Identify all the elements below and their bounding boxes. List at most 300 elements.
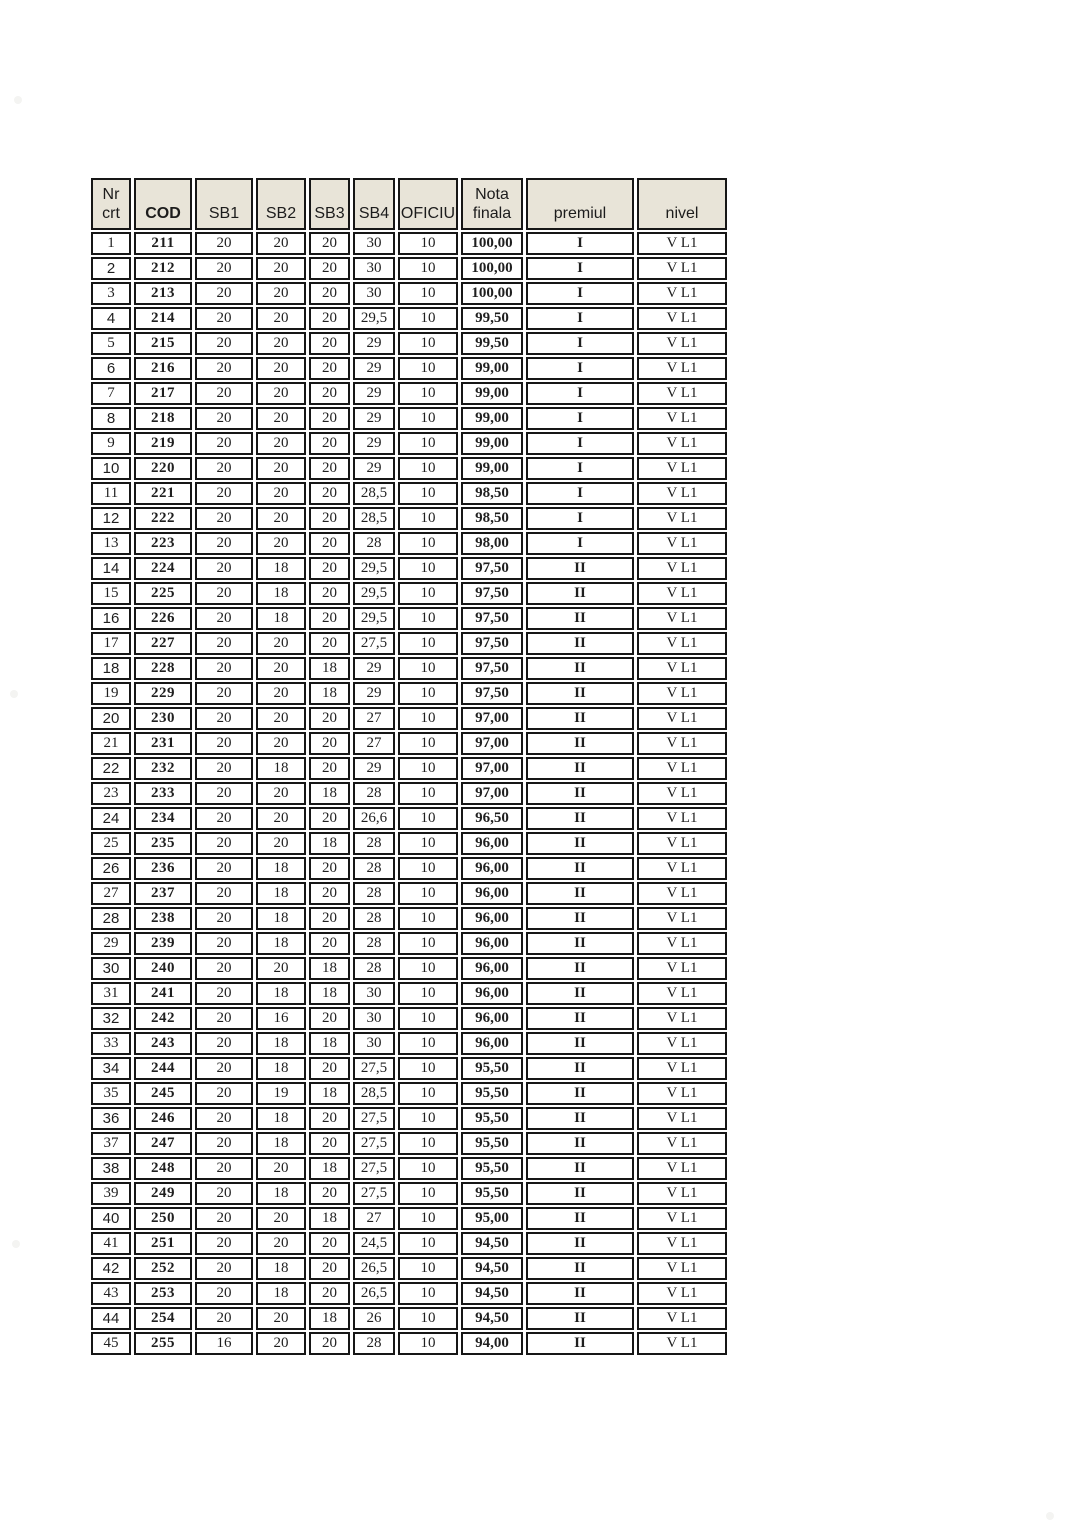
cell-cod: 245 xyxy=(134,1082,192,1105)
cell-nr-crt: 44 xyxy=(91,1307,131,1330)
cell-sb1: 20 xyxy=(195,232,253,255)
cell-sb2: 20 xyxy=(256,832,306,855)
cell-nota-finala: 97,50 xyxy=(461,632,523,655)
cell-sb4: 28 xyxy=(353,907,395,930)
cell-nr-crt: 2 xyxy=(91,257,131,280)
cell-sb1: 20 xyxy=(195,1007,253,1030)
cell-premiul: II xyxy=(526,832,634,855)
cell-premiul: II xyxy=(526,1207,634,1230)
cell-nr-crt: 5 xyxy=(91,332,131,355)
cell-premiul: II xyxy=(526,732,634,755)
cell-sb2: 18 xyxy=(256,1182,306,1205)
cell-nr-crt: 37 xyxy=(91,1132,131,1155)
cell-oficiu: 10 xyxy=(398,1057,458,1080)
cell-sb4: 29,5 xyxy=(353,582,395,605)
table-row xyxy=(91,257,727,280)
cell-nivel: V L1 xyxy=(637,657,727,680)
cell-oficiu: 10 xyxy=(398,307,458,330)
cell-premiul: II xyxy=(526,1082,634,1105)
cell-nr-crt: 33 xyxy=(91,1032,131,1055)
cell-premiul: I xyxy=(526,507,634,530)
cell-nivel: V L1 xyxy=(637,907,727,930)
col-header-sb4: SB4 xyxy=(353,178,395,230)
cell-oficiu: 10 xyxy=(398,407,458,430)
cell-nota-finala: 95,50 xyxy=(461,1107,523,1130)
cell-nr-crt: 34 xyxy=(91,1057,131,1080)
cell-oficiu: 10 xyxy=(398,732,458,755)
cell-nota-finala: 97,50 xyxy=(461,607,523,630)
cell-sb4: 26 xyxy=(353,1307,395,1330)
cell-nr-crt: 27 xyxy=(91,882,131,905)
cell-sb4: 30 xyxy=(353,282,395,305)
cell-sb4: 29 xyxy=(353,357,395,380)
cell-nr-crt: 3 xyxy=(91,282,131,305)
cell-premiul: II xyxy=(526,557,634,580)
cell-sb3: 20 xyxy=(309,907,350,930)
cell-oficiu: 10 xyxy=(398,1332,458,1355)
cell-oficiu: 10 xyxy=(398,657,458,680)
cell-cod: 221 xyxy=(134,482,192,505)
cell-sb1: 20 xyxy=(195,1182,253,1205)
cell-oficiu: 10 xyxy=(398,782,458,805)
cell-nr-crt: 1 xyxy=(91,232,131,255)
cell-oficiu: 10 xyxy=(398,1132,458,1155)
cell-nivel: V L1 xyxy=(637,932,727,955)
cell-sb4: 27,5 xyxy=(353,1132,395,1155)
cell-sb3: 20 xyxy=(309,882,350,905)
cell-sb2: 20 xyxy=(256,382,306,405)
cell-sb4: 24,5 xyxy=(353,1232,395,1255)
cell-sb3: 20 xyxy=(309,507,350,530)
cell-cod: 228 xyxy=(134,657,192,680)
cell-premiul: I xyxy=(526,332,634,355)
cell-premiul: II xyxy=(526,1157,634,1180)
cell-sb4: 29 xyxy=(353,757,395,780)
cell-sb4: 28 xyxy=(353,782,395,805)
cell-oficiu: 10 xyxy=(398,382,458,405)
cell-sb3: 20 xyxy=(309,457,350,480)
cell-oficiu: 10 xyxy=(398,757,458,780)
table-row xyxy=(91,807,727,830)
cell-sb1: 20 xyxy=(195,582,253,605)
cell-sb3: 20 xyxy=(309,607,350,630)
cell-sb1: 20 xyxy=(195,807,253,830)
cell-oficiu: 10 xyxy=(398,257,458,280)
cell-sb2: 18 xyxy=(256,882,306,905)
cell-cod: 254 xyxy=(134,1307,192,1330)
cell-nivel: V L1 xyxy=(637,307,727,330)
cell-sb4: 30 xyxy=(353,232,395,255)
cell-nota-finala: 98,50 xyxy=(461,507,523,530)
cell-cod: 218 xyxy=(134,407,192,430)
cell-sb4: 27,5 xyxy=(353,1182,395,1205)
cell-sb1: 20 xyxy=(195,1057,253,1080)
table-row xyxy=(91,682,727,705)
cell-sb2: 20 xyxy=(256,732,306,755)
cell-cod: 240 xyxy=(134,957,192,980)
cell-oficiu: 10 xyxy=(398,1007,458,1030)
cell-nota-finala: 100,00 xyxy=(461,232,523,255)
cell-premiul: II xyxy=(526,1182,634,1205)
cell-nr-crt: 21 xyxy=(91,732,131,755)
cell-cod: 217 xyxy=(134,382,192,405)
col-header-nota-finala-line2: finala xyxy=(472,205,512,222)
cell-nr-crt: 45 xyxy=(91,1332,131,1355)
cell-nivel: V L1 xyxy=(637,1107,727,1130)
table-row xyxy=(91,382,727,405)
scan-artifact xyxy=(10,690,18,698)
cell-nivel: V L1 xyxy=(637,857,727,880)
cell-cod: 247 xyxy=(134,1132,192,1155)
cell-nivel: V L1 xyxy=(637,832,727,855)
cell-sb1: 20 xyxy=(195,432,253,455)
cell-nota-finala: 95,50 xyxy=(461,1057,523,1080)
table-row xyxy=(91,1057,727,1080)
col-header-nivel: nivel xyxy=(637,178,727,230)
table-row xyxy=(91,557,727,580)
table-row xyxy=(91,882,727,905)
table-row xyxy=(91,1332,727,1355)
cell-nivel: V L1 xyxy=(637,557,727,580)
cell-premiul: II xyxy=(526,1132,634,1155)
cell-nota-finala: 94,50 xyxy=(461,1282,523,1305)
cell-sb1: 20 xyxy=(195,332,253,355)
cell-sb2: 20 xyxy=(256,532,306,555)
cell-sb2: 20 xyxy=(256,1157,306,1180)
cell-sb2: 20 xyxy=(256,482,306,505)
cell-premiul: II xyxy=(526,1007,634,1030)
cell-premiul: I xyxy=(526,282,634,305)
cell-sb4: 28,5 xyxy=(353,482,395,505)
cell-oficiu: 10 xyxy=(398,832,458,855)
cell-nivel: V L1 xyxy=(637,482,727,505)
cell-nota-finala: 99,00 xyxy=(461,432,523,455)
cell-sb3: 18 xyxy=(309,1307,350,1330)
cell-sb4: 29 xyxy=(353,382,395,405)
cell-nr-crt: 18 xyxy=(91,657,131,680)
cell-sb1: 20 xyxy=(195,257,253,280)
col-header-nr-crt xyxy=(91,178,131,230)
cell-sb4: 27 xyxy=(353,707,395,730)
cell-oficiu: 10 xyxy=(398,232,458,255)
cell-sb2: 20 xyxy=(256,1232,306,1255)
cell-nr-crt: 40 xyxy=(91,1207,131,1230)
cell-sb4: 28 xyxy=(353,882,395,905)
cell-cod: 244 xyxy=(134,1057,192,1080)
cell-nivel: V L1 xyxy=(637,807,727,830)
cell-sb2: 20 xyxy=(256,232,306,255)
cell-oficiu: 10 xyxy=(398,857,458,880)
cell-nota-finala: 95,50 xyxy=(461,1182,523,1205)
cell-cod: 242 xyxy=(134,1007,192,1030)
cell-nivel: V L1 xyxy=(637,632,727,655)
cell-nota-finala: 94,50 xyxy=(461,1307,523,1330)
cell-sb4: 26,5 xyxy=(353,1257,395,1280)
table-row xyxy=(91,1232,727,1255)
cell-premiul: II xyxy=(526,857,634,880)
cell-premiul: I xyxy=(526,482,634,505)
cell-sb2: 20 xyxy=(256,307,306,330)
table-row xyxy=(91,582,727,605)
cell-oficiu: 10 xyxy=(398,707,458,730)
cell-sb3: 20 xyxy=(309,632,350,655)
col-header-nota-finala xyxy=(461,178,523,230)
cell-oficiu: 10 xyxy=(398,332,458,355)
cell-nota-finala: 97,50 xyxy=(461,682,523,705)
cell-sb4: 29,5 xyxy=(353,607,395,630)
cell-cod: 241 xyxy=(134,982,192,1005)
cell-nota-finala: 96,00 xyxy=(461,982,523,1005)
cell-premiul: II xyxy=(526,1282,634,1305)
cell-oficiu: 10 xyxy=(398,807,458,830)
cell-premiul: II xyxy=(526,932,634,955)
cell-nr-crt: 7 xyxy=(91,382,131,405)
cell-cod: 250 xyxy=(134,1207,192,1230)
cell-sb3: 20 xyxy=(309,1007,350,1030)
cell-cod: 243 xyxy=(134,1032,192,1055)
cell-oficiu: 10 xyxy=(398,682,458,705)
cell-nota-finala: 96,00 xyxy=(461,882,523,905)
cell-sb1: 20 xyxy=(195,557,253,580)
table-row xyxy=(91,957,727,980)
cell-premiul: II xyxy=(526,582,634,605)
cell-sb2: 20 xyxy=(256,357,306,380)
cell-nivel: V L1 xyxy=(637,607,727,630)
cell-nota-finala: 97,50 xyxy=(461,582,523,605)
cell-sb3: 20 xyxy=(309,1257,350,1280)
cell-oficiu: 10 xyxy=(398,1257,458,1280)
cell-sb1: 20 xyxy=(195,882,253,905)
cell-sb1: 20 xyxy=(195,307,253,330)
cell-sb2: 18 xyxy=(256,857,306,880)
cell-oficiu: 10 xyxy=(398,957,458,980)
cell-oficiu: 10 xyxy=(398,282,458,305)
cell-sb2: 20 xyxy=(256,432,306,455)
cell-cod: 215 xyxy=(134,332,192,355)
table-row xyxy=(91,1132,727,1155)
cell-nr-crt: 9 xyxy=(91,432,131,455)
cell-cod: 229 xyxy=(134,682,192,705)
cell-sb3: 20 xyxy=(309,857,350,880)
cell-sb4: 29 xyxy=(353,407,395,430)
cell-sb1: 20 xyxy=(195,857,253,880)
cell-sb3: 18 xyxy=(309,1032,350,1055)
cell-sb4: 27 xyxy=(353,732,395,755)
cell-oficiu: 10 xyxy=(398,457,458,480)
cell-sb3: 20 xyxy=(309,707,350,730)
cell-sb1: 20 xyxy=(195,282,253,305)
cell-sb1: 20 xyxy=(195,1307,253,1330)
cell-cod: 248 xyxy=(134,1157,192,1180)
cell-sb2: 18 xyxy=(256,1282,306,1305)
cell-nr-crt: 30 xyxy=(91,957,131,980)
cell-cod: 236 xyxy=(134,857,192,880)
table-row xyxy=(91,1032,727,1055)
cell-sb1: 20 xyxy=(195,1082,253,1105)
cell-sb3: 18 xyxy=(309,682,350,705)
cell-cod: 253 xyxy=(134,1282,192,1305)
cell-oficiu: 10 xyxy=(398,907,458,930)
cell-nota-finala: 94,00 xyxy=(461,1332,523,1355)
cell-nota-finala: 97,50 xyxy=(461,657,523,680)
cell-nr-crt: 20 xyxy=(91,707,131,730)
table-row xyxy=(91,482,727,505)
cell-nota-finala: 97,00 xyxy=(461,732,523,755)
cell-sb3: 20 xyxy=(309,1182,350,1205)
table-row xyxy=(91,857,727,880)
cell-sb2: 18 xyxy=(256,982,306,1005)
cell-sb4: 30 xyxy=(353,982,395,1005)
scan-artifact xyxy=(14,96,22,104)
cell-nota-finala: 95,50 xyxy=(461,1157,523,1180)
cell-premiul: I xyxy=(526,407,634,430)
cell-cod: 232 xyxy=(134,757,192,780)
cell-nr-crt: 31 xyxy=(91,982,131,1005)
cell-sb3: 20 xyxy=(309,482,350,505)
cell-sb4: 27,5 xyxy=(353,1057,395,1080)
cell-premiul: I xyxy=(526,357,634,380)
cell-premiul: II xyxy=(526,1332,634,1355)
cell-oficiu: 10 xyxy=(398,882,458,905)
table-row xyxy=(91,282,727,305)
cell-oficiu: 10 xyxy=(398,982,458,1005)
table-row xyxy=(91,907,727,930)
cell-nr-crt: 11 xyxy=(91,482,131,505)
cell-cod: 239 xyxy=(134,932,192,955)
cell-cod: 225 xyxy=(134,582,192,605)
cell-cod: 230 xyxy=(134,707,192,730)
cell-sb2: 20 xyxy=(256,632,306,655)
col-header-sb1: SB1 xyxy=(195,178,253,230)
cell-sb3: 20 xyxy=(309,1132,350,1155)
cell-sb1: 20 xyxy=(195,682,253,705)
cell-premiul: I xyxy=(526,232,634,255)
cell-sb3: 20 xyxy=(309,1107,350,1130)
cell-nota-finala: 97,00 xyxy=(461,757,523,780)
cell-sb3: 20 xyxy=(309,282,350,305)
cell-nr-crt: 35 xyxy=(91,1082,131,1105)
cell-nota-finala: 96,00 xyxy=(461,1032,523,1055)
cell-nivel: V L1 xyxy=(637,707,727,730)
cell-oficiu: 10 xyxy=(398,582,458,605)
cell-oficiu: 10 xyxy=(398,1307,458,1330)
cell-nota-finala: 96,00 xyxy=(461,957,523,980)
cell-nota-finala: 99,00 xyxy=(461,457,523,480)
cell-cod: 212 xyxy=(134,257,192,280)
cell-premiul: I xyxy=(526,307,634,330)
cell-sb2: 18 xyxy=(256,607,306,630)
cell-premiul: I xyxy=(526,532,634,555)
table-row xyxy=(91,1007,727,1030)
cell-cod: 255 xyxy=(134,1332,192,1355)
cell-sb2: 20 xyxy=(256,1332,306,1355)
table-row xyxy=(91,1207,727,1230)
cell-sb1: 20 xyxy=(195,407,253,430)
table-row xyxy=(91,232,727,255)
cell-nivel: V L1 xyxy=(637,257,727,280)
cell-nivel: V L1 xyxy=(637,232,727,255)
cell-sb3: 20 xyxy=(309,407,350,430)
cell-sb2: 18 xyxy=(256,757,306,780)
col-header-oficiu: OFICIU xyxy=(398,178,458,230)
cell-sb1: 20 xyxy=(195,457,253,480)
cell-sb3: 18 xyxy=(309,1157,350,1180)
cell-sb4: 26,5 xyxy=(353,1282,395,1305)
cell-sb1: 20 xyxy=(195,982,253,1005)
cell-sb3: 20 xyxy=(309,307,350,330)
cell-nota-finala: 96,00 xyxy=(461,932,523,955)
cell-sb3: 20 xyxy=(309,1057,350,1080)
cell-sb3: 20 xyxy=(309,582,350,605)
cell-cod: 220 xyxy=(134,457,192,480)
cell-cod: 223 xyxy=(134,532,192,555)
cell-oficiu: 10 xyxy=(398,557,458,580)
cell-nivel: V L1 xyxy=(637,382,727,405)
cell-nivel: V L1 xyxy=(637,1332,727,1355)
cell-sb1: 20 xyxy=(195,1282,253,1305)
cell-premiul: II xyxy=(526,882,634,905)
cell-sb2: 20 xyxy=(256,457,306,480)
cell-sb2: 20 xyxy=(256,957,306,980)
table-row xyxy=(91,732,727,755)
cell-premiul: II xyxy=(526,1232,634,1255)
cell-cod: 246 xyxy=(134,1107,192,1130)
cell-sb1: 20 xyxy=(195,732,253,755)
cell-nivel: V L1 xyxy=(637,357,727,380)
cell-premiul: II xyxy=(526,1107,634,1130)
cell-cod: 237 xyxy=(134,882,192,905)
cell-sb1: 20 xyxy=(195,707,253,730)
cell-sb3: 18 xyxy=(309,1207,350,1230)
cell-sb4: 30 xyxy=(353,1007,395,1030)
cell-nr-crt: 22 xyxy=(91,757,131,780)
table-row xyxy=(91,1182,727,1205)
cell-sb1: 20 xyxy=(195,507,253,530)
cell-nota-finala: 99,50 xyxy=(461,307,523,330)
cell-oficiu: 10 xyxy=(398,607,458,630)
cell-nr-crt: 17 xyxy=(91,632,131,655)
cell-sb3: 20 xyxy=(309,332,350,355)
cell-sb3: 20 xyxy=(309,557,350,580)
cell-premiul: I xyxy=(526,432,634,455)
cell-sb3: 20 xyxy=(309,732,350,755)
cell-cod: 252 xyxy=(134,1257,192,1280)
cell-sb3: 20 xyxy=(309,1232,350,1255)
cell-sb4: 26,6 xyxy=(353,807,395,830)
cell-premiul: II xyxy=(526,1057,634,1080)
cell-sb2: 18 xyxy=(256,1132,306,1155)
cell-oficiu: 10 xyxy=(398,1107,458,1130)
cell-nr-crt: 38 xyxy=(91,1157,131,1180)
cell-premiul: II xyxy=(526,682,634,705)
cell-sb1: 20 xyxy=(195,1232,253,1255)
cell-sb2: 20 xyxy=(256,257,306,280)
cell-sb1: 20 xyxy=(195,1107,253,1130)
table-row xyxy=(91,1257,727,1280)
cell-sb3: 20 xyxy=(309,757,350,780)
results-table xyxy=(88,176,730,1357)
cell-sb1: 20 xyxy=(195,907,253,930)
cell-cod: 249 xyxy=(134,1182,192,1205)
cell-sb3: 20 xyxy=(309,532,350,555)
cell-premiul: II xyxy=(526,982,634,1005)
cell-sb4: 28 xyxy=(353,957,395,980)
cell-sb4: 29 xyxy=(353,682,395,705)
cell-cod: 227 xyxy=(134,632,192,655)
col-header-cod: COD xyxy=(134,178,192,230)
cell-nivel: V L1 xyxy=(637,282,727,305)
cell-nota-finala: 96,00 xyxy=(461,857,523,880)
